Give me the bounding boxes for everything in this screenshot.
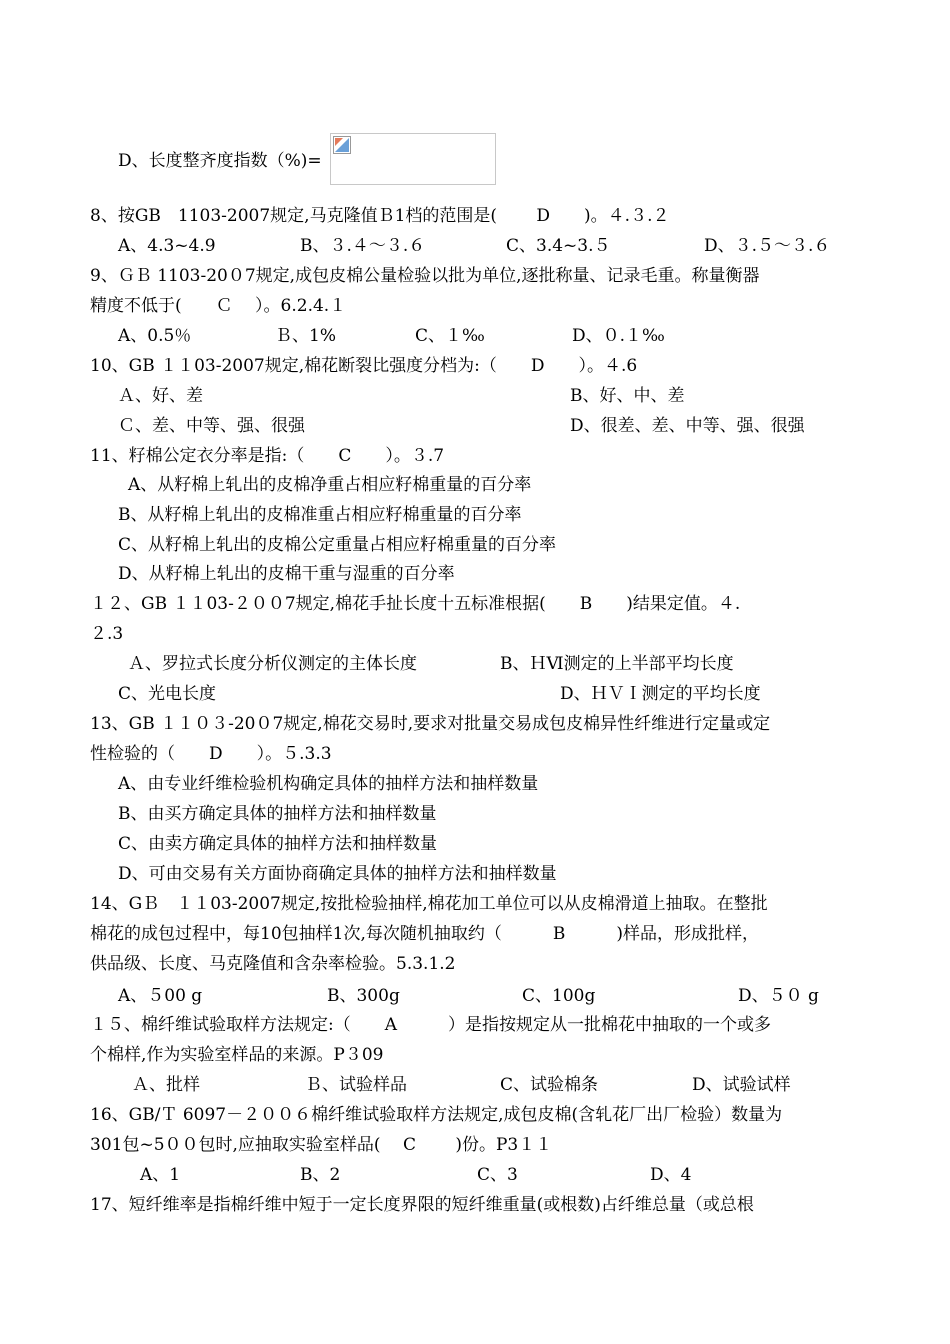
question-9: 9、ＧＢ 1103-20０7规定,成包皮棉公量检验以批为单位,逐批称量、记录毛重。称量衡器 (90, 266, 760, 286)
option-b: B、好、中、差 (570, 386, 685, 406)
option-a: A、５00 g (118, 986, 203, 1006)
question-15: １５、棉纤维试验取样方法规定:（ A ）是指按规定从一批棉花中抽取的一个或多 (90, 1015, 772, 1035)
option-d: D、５０ g (738, 986, 819, 1006)
option-a: A、1 (140, 1165, 181, 1185)
question-12: １２、GB １１03-２００7规定,棉花手扯长度十五标准根据( B )结果定值。４. (90, 594, 741, 614)
option-c: C、100g (522, 986, 596, 1006)
option-d: D、4 (650, 1165, 692, 1185)
option-a: A、0.5％ (118, 326, 192, 346)
question-8: 8、按GB 1103-2007规定,马克隆值Ｂ1档的范围是( D )。４.３.２ (90, 206, 670, 226)
option-d: D、０.１‰ (572, 326, 665, 346)
option-b: B、从籽棉上轧出的皮棉准重占相应籽棉重量的百分率 (118, 505, 522, 525)
option-a: Ａ、批样 (132, 1075, 200, 1095)
option-b: B、2 (300, 1165, 341, 1185)
question-17: 17、短纤维率是指棉纤维中短于一定长度界限的短纤维重量(或根数)占纤维总量（或总根 (90, 1195, 754, 1215)
option-c: C、试验棉条 (500, 1075, 599, 1095)
question-12-cont: ２.3 (90, 624, 124, 644)
option-b: Ｂ、试验样品 (305, 1075, 407, 1095)
option-c: C、由卖方确定具体的抽样方法和抽样数量 (118, 834, 438, 854)
option-d: D、ＨＶＩ测定的平均长度 (560, 684, 761, 704)
question-14: 14、GＢ １１03-2007规定,按批检验抽样,棉花加工单位可以从皮棉滑道上抽取。在整批 (90, 894, 768, 914)
option-d: D、试验试样 (692, 1075, 791, 1095)
option-c: C、从籽棉上轧出的皮棉公定重量占相应籽棉重量的百分率 (118, 535, 557, 555)
question-15-cont: 个棉样,作为实验室样品的来源。P３09 (90, 1045, 384, 1065)
option-a: Ａ、好、差 (118, 386, 203, 406)
question-9-cont: 精度不低于( Ｃ ）。6.2.4.１ (90, 296, 347, 316)
option-c: C、１‰ (415, 326, 485, 346)
option-d: D、很差、差、中等、强、很强 (570, 416, 805, 436)
option-c: C、光电长度 (118, 684, 217, 704)
option-b: B、由买方确定具体的抽样方法和抽样数量 (118, 804, 437, 824)
question-16-cont: 301包~5００包时,应抽取实验室样品( C )份。P3１１ (90, 1135, 553, 1155)
question-14-cont2: 供品级、长度、马克隆值和含杂率检验。5.3.1.2 (90, 954, 456, 974)
broken-image-icon (330, 133, 496, 185)
option-c: C、3.4~3.５ (506, 236, 611, 256)
option-a: A、从籽棉上轧出的皮棉净重占相应籽棉重量的百分率 (128, 475, 532, 495)
option-b: Ｂ、1% (275, 326, 336, 346)
question-10: 10、GB １１03-2007规定,棉花断裂比强度分档为:（ D ）。４.6 (90, 356, 638, 376)
option-a: A、4.3~4.9 (118, 236, 216, 256)
option-d: D、３.５～３.６ (704, 236, 831, 256)
question-16: 16、GB/Ｔ 6097－２００６棉纤维试验取样方法规定,成包皮棉(含轧花厂出厂检验）数量为 (90, 1105, 783, 1125)
option-d: D、从籽棉上轧出的皮棉干重与湿重的百分率 (118, 564, 455, 584)
option-a: Ａ、罗拉式长度分析仪测定的主体长度 (128, 654, 417, 674)
option-b: B、３.４～３.６ (300, 236, 426, 256)
option-a: A、由专业纤维检验机构确定具体的抽样方法和抽样数量 (118, 774, 539, 794)
question-14-cont: 棉花的成包过程中，每10包抽样1次,每次随机抽取约（ B )样品，形成批样， (90, 924, 759, 944)
question-13-cont: 性检验的（ D ）。５.3.3 (90, 744, 332, 764)
question-11: 11、籽棉公定衣分率是指:（ C ）。３.7 (90, 446, 445, 466)
option-b: B、300g (327, 986, 400, 1006)
option-c: Ｃ、差、中等、强、很强 (118, 416, 305, 436)
question-13: 13、GB １１０３-20０7规定,棉花交易时,要求对批量交易成包皮棉异性纤维进行定量或定 (90, 714, 771, 734)
option-b: B、ＨⅥ测定的上半部平均长度 (500, 654, 734, 674)
option-d-q7: D、长度整齐度指数（%)= (118, 151, 322, 171)
option-c: C、3 (477, 1165, 518, 1185)
option-d: D、可由交易有关方面协商确定具体的抽样方法和抽样数量 (118, 864, 557, 884)
